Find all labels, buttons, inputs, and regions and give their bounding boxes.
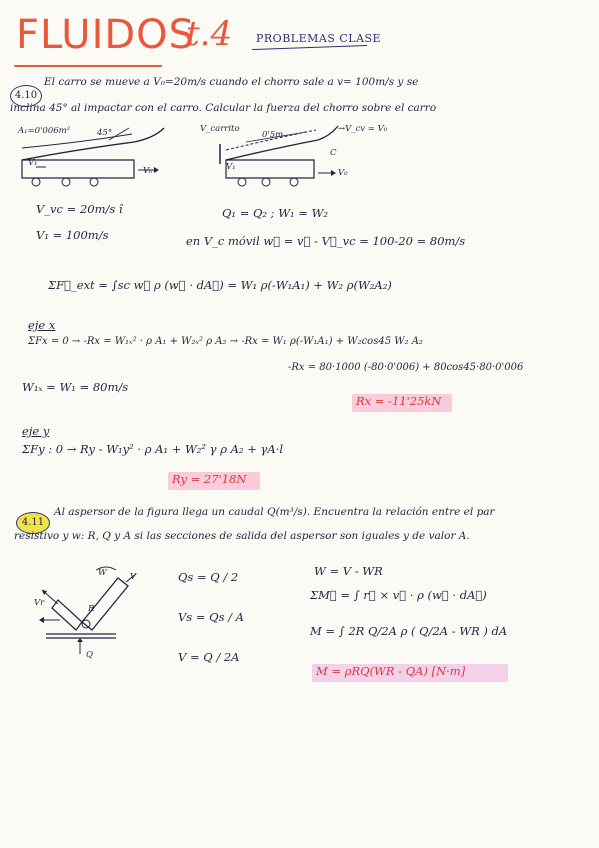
continuity-eq: Q₁ = Q₂ ; W₁ = W₂ bbox=[222, 206, 329, 220]
moment-integral-eq: M = ∫ 2R Q/2A ρ ( Q/2A - WR ) dA bbox=[310, 624, 508, 638]
fig-w-label: W bbox=[98, 568, 107, 578]
qs-eq: Qs = Q / 2 bbox=[178, 570, 239, 584]
fig1-v0-label: V₀ bbox=[143, 166, 153, 176]
eje-y-label: eje y bbox=[22, 424, 50, 438]
momentum-eq: ΣF⃗_ext = ∫sc w⃗ ρ (w⃗ · dA⃗) = W₁ ρ(-W₁A₁) + W₂ ρ(W₂A₂) bbox=[48, 278, 392, 292]
fig2-distance-label: 0'5m bbox=[262, 130, 284, 140]
problem-number-4-11: 4.11 bbox=[16, 512, 50, 534]
relative-velocity-eq: en V_c móvil w⃗ = v⃗ - V⃗_vc = 100-20 = 80m/s bbox=[186, 234, 466, 248]
subtitle: PROBLEMAS CLASE bbox=[256, 32, 382, 45]
fig1-area-label: A₁=0'006m² bbox=[18, 126, 71, 136]
sum-moment-eq: ΣM⃗ = ∫ r⃗ × v⃗ · ρ (w⃗ · dA⃗) bbox=[310, 588, 487, 602]
fig-v-label: V bbox=[130, 572, 137, 582]
fig2-vcv-label: →V_cv = V₀ bbox=[338, 124, 388, 134]
fig1-v1-label: V₁ bbox=[28, 158, 38, 168]
eje-x-label: eje x bbox=[28, 318, 56, 332]
fig2-vcarrito-label: V_carrito bbox=[200, 124, 240, 134]
title-underline bbox=[14, 65, 162, 67]
eq-y: ΣFy : 0 → Ry - W₁y² · ρ A₁ + W₂² γ ρ A₂ + γA·l bbox=[22, 442, 284, 456]
p410-statement-line2: inclina 45° al impactar con el carro. Calcular la fuerza del chorro sobre el carro bbox=[10, 102, 437, 114]
ry-result: Ry = 27'18N bbox=[172, 472, 247, 486]
fig-vr-label: Vr bbox=[34, 598, 45, 608]
m-result: M = ρRQ(WR - QA) [N·m] bbox=[316, 664, 466, 678]
vs-eq: Vs = Qs / A bbox=[178, 610, 244, 624]
w-relation-eq: W = V - WR bbox=[314, 564, 383, 578]
fig2-c-label: C bbox=[330, 148, 337, 158]
fig-r-label: R bbox=[88, 604, 95, 614]
chapter-label: t.4 bbox=[186, 14, 233, 54]
v-eq: V = Q / 2A bbox=[178, 650, 240, 664]
data-vvc: V_vc = 20m/s î bbox=[36, 202, 123, 216]
fig2-v0-label: V₀ bbox=[338, 168, 348, 178]
subtitle-underline bbox=[252, 45, 367, 50]
data-v1: V₁ = 100m/s bbox=[36, 228, 109, 242]
w1x-eq: W₁ₓ = W₁ = 80m/s bbox=[22, 380, 129, 394]
p411-statement-line2: resistivo y w: R, Q y A si las secciones de salida del aspersor son iguales y de valor A. bbox=[14, 530, 470, 542]
eq-x-2: -Rx = 80·1000 (-80·0'006) + 80cos45·80·0'006 bbox=[288, 362, 524, 373]
eq-x-1: ΣFx = 0 → -Rx = W₁ₓ² · ρ A₁ + W₂ₓ² ρ A₂ → -Rx = W₁ ρ(-W₁A₁) + W₂cos45 W₂ A₂ bbox=[28, 336, 423, 347]
fig2-v1-label: V₁ bbox=[226, 162, 236, 172]
page-title: FLUIDOS bbox=[16, 12, 196, 58]
p411-statement-line1: Al aspersor de la figura llega un caudal Q(m³/s). Encuentra la relación entre el par bbox=[54, 506, 495, 518]
rx-result: Rx = -11'25kN bbox=[356, 394, 442, 408]
fig1-angle-label: 45° bbox=[97, 128, 113, 138]
fig-q-label: Q bbox=[86, 650, 93, 660]
problem-number-4-10: 4.10 bbox=[10, 85, 42, 107]
p410-statement-line1: El carro se mueve a V₀=20m/s cuando el chorro sale a v= 100m/s y se bbox=[44, 76, 419, 88]
